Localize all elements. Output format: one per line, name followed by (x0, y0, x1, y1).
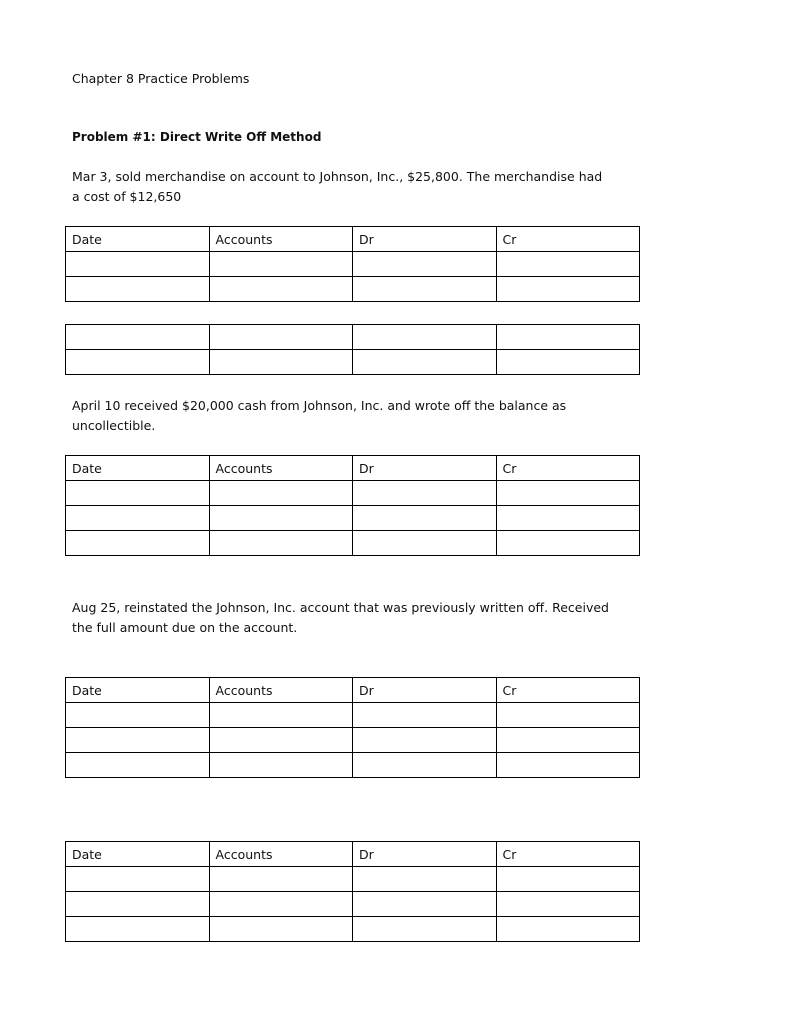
header-cr: Cr (496, 678, 640, 703)
table-row (66, 531, 640, 556)
table-row (66, 917, 640, 942)
table-row (66, 703, 640, 728)
header-cr: Cr (496, 456, 640, 481)
cell-accounts[interactable] (209, 325, 353, 350)
cell-dr[interactable] (353, 867, 497, 892)
header-accounts: Accounts (209, 842, 353, 867)
cell-accounts[interactable] (209, 531, 353, 556)
cell-cr[interactable] (496, 506, 640, 531)
table-row (66, 892, 640, 917)
header-accounts: Accounts (209, 227, 353, 252)
cell-date[interactable] (66, 728, 210, 753)
journal-table-4 (65, 677, 640, 778)
cell-date[interactable] (66, 350, 210, 375)
cell-date[interactable] (66, 325, 210, 350)
cell-date[interactable] (66, 703, 210, 728)
header-cr: Cr (496, 227, 640, 252)
page-title: Chapter 8 Practice Problems (72, 71, 250, 86)
table-header-row (66, 227, 640, 252)
cell-dr[interactable] (353, 325, 497, 350)
header-dr: Dr (353, 678, 497, 703)
journal-table-2 (65, 324, 640, 375)
cell-cr[interactable] (496, 350, 640, 375)
table-row (66, 350, 640, 375)
header-date: Date (66, 227, 210, 252)
cell-accounts[interactable] (209, 506, 353, 531)
table-header-row (66, 456, 640, 481)
cell-accounts[interactable] (209, 867, 353, 892)
header-accounts: Accounts (209, 456, 353, 481)
header-cr: Cr (496, 842, 640, 867)
cell-accounts[interactable] (209, 350, 353, 375)
transaction-mar-3: Mar 3, sold merchandise on account to Johnson, Inc., $25,800. The merchandise had a cost of $12,650 (72, 169, 603, 204)
cell-dr[interactable] (353, 277, 497, 302)
journal-table-5 (65, 841, 640, 942)
cell-date[interactable] (66, 506, 210, 531)
journal-table-3 (65, 455, 640, 556)
cell-dr[interactable] (353, 753, 497, 778)
header-dr: Dr (353, 227, 497, 252)
table-row (66, 277, 640, 302)
cell-cr[interactable] (496, 481, 640, 506)
cell-date[interactable] (66, 252, 210, 277)
cell-date[interactable] (66, 277, 210, 302)
cell-accounts[interactable] (209, 753, 353, 778)
cell-cr[interactable] (496, 531, 640, 556)
transaction-aug-25: Aug 25, reinstated the Johnson, Inc. account that was previously written off. Received the full amount due on the account. (72, 600, 609, 635)
cell-date[interactable] (66, 892, 210, 917)
cell-accounts[interactable] (209, 277, 353, 302)
cell-accounts[interactable] (209, 703, 353, 728)
table-row (66, 506, 640, 531)
header-accounts: Accounts (209, 678, 353, 703)
header-dr: Dr (353, 842, 497, 867)
cell-cr[interactable] (496, 325, 640, 350)
cell-accounts[interactable] (209, 252, 353, 277)
cell-cr[interactable] (496, 753, 640, 778)
table-row (66, 728, 640, 753)
cell-accounts[interactable] (209, 892, 353, 917)
cell-dr[interactable] (353, 506, 497, 531)
cell-dr[interactable] (353, 531, 497, 556)
cell-cr[interactable] (496, 728, 640, 753)
cell-accounts[interactable] (209, 917, 353, 942)
transaction-apr-10: April 10 received $20,000 cash from Johnson, Inc. and wrote off the balance as uncollectible. (72, 398, 567, 433)
cell-date[interactable] (66, 917, 210, 942)
cell-cr[interactable] (496, 703, 640, 728)
header-date: Date (66, 678, 210, 703)
table-row (66, 481, 640, 506)
journal-table-1 (65, 226, 640, 302)
cell-cr[interactable] (496, 867, 640, 892)
table-row (66, 252, 640, 277)
problem-heading: Problem #1: Direct Write Off Method (72, 130, 322, 144)
header-date: Date (66, 456, 210, 481)
table-row (66, 867, 640, 892)
cell-cr[interactable] (496, 892, 640, 917)
cell-date[interactable] (66, 481, 210, 506)
table-row (66, 325, 640, 350)
cell-dr[interactable] (353, 252, 497, 277)
cell-dr[interactable] (353, 917, 497, 942)
table-header-row (66, 678, 640, 703)
cell-accounts[interactable] (209, 728, 353, 753)
cell-dr[interactable] (353, 703, 497, 728)
cell-accounts[interactable] (209, 481, 353, 506)
cell-dr[interactable] (353, 350, 497, 375)
cell-dr[interactable] (353, 892, 497, 917)
cell-date[interactable] (66, 531, 210, 556)
cell-date[interactable] (66, 753, 210, 778)
header-date: Date (66, 842, 210, 867)
cell-dr[interactable] (353, 728, 497, 753)
cell-dr[interactable] (353, 481, 497, 506)
table-row (66, 753, 640, 778)
cell-date[interactable] (66, 867, 210, 892)
table-header-row (66, 842, 640, 867)
cell-cr[interactable] (496, 917, 640, 942)
cell-cr[interactable] (496, 252, 640, 277)
header-dr: Dr (353, 456, 497, 481)
cell-cr[interactable] (496, 277, 640, 302)
